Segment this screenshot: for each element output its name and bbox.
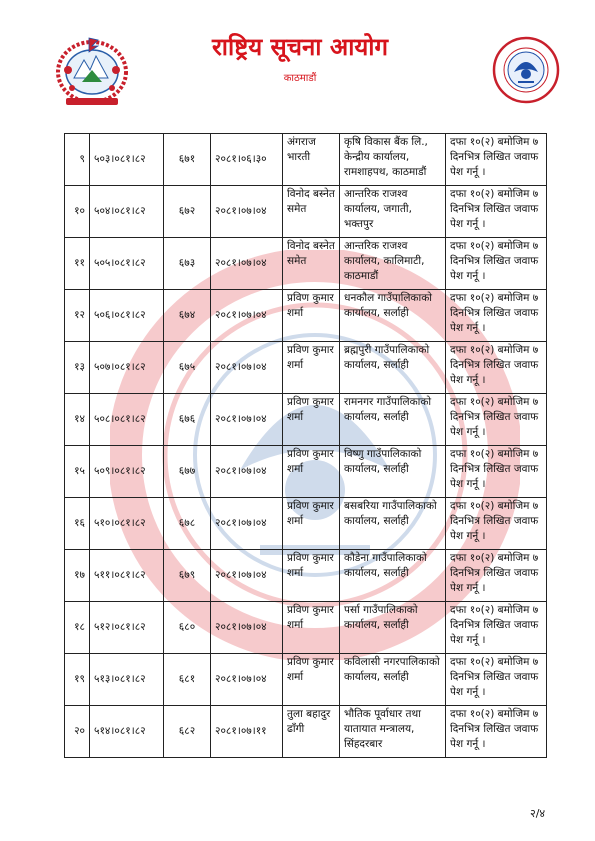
row-decision-cell: दफा १०(२) बमोजिम ७ दिनभित्र लिखित जवाफ पेश गर्नू । bbox=[446, 654, 547, 706]
table-row bbox=[65, 498, 547, 550]
row-serial-cell: ९ bbox=[65, 134, 90, 186]
row-date-cell: २०८१।०७।०४ bbox=[211, 654, 283, 706]
table-row bbox=[65, 550, 547, 602]
row-serial-cell: १८ bbox=[65, 602, 90, 654]
row-date-cell: २०८१।०७।०४ bbox=[211, 602, 283, 654]
row-office-cell: पर्सा गाउँपालिकाको कार्यालय, सर्लाही bbox=[340, 602, 446, 654]
table-row bbox=[65, 446, 547, 498]
row-decision-cell: दफा १०(२) बमोजिम ७ दिनभित्र लिखित जवाफ पेश गर्नू । bbox=[446, 498, 547, 550]
row-register-cell: ६७६ bbox=[164, 394, 211, 446]
row-reference-cell: ५०५।०८१।८२ bbox=[90, 238, 164, 290]
table-row bbox=[65, 654, 547, 706]
row-office-cell: धनकौल गाउँपालिकाको कार्यालय, सर्लाही bbox=[340, 290, 446, 342]
row-serial-cell: १९ bbox=[65, 654, 90, 706]
row-decision-cell: दफा १०(२) बमोजिम ७ दिनभित्र लिखित जवाफ पेश गर्नू । bbox=[446, 706, 547, 758]
row-date-cell: २०८१।०७।०४ bbox=[211, 394, 283, 446]
row-office-cell: कविलासी नगरपालिकाको कार्यालय, सर्लाही bbox=[340, 654, 446, 706]
row-applicant-cell: अंगराज भारती bbox=[283, 134, 340, 186]
row-date-cell: २०८१।०७।०४ bbox=[211, 342, 283, 394]
row-office-cell: भौतिक पूर्वाधार तथा यातायात मन्त्रालय, सिंहदरबार bbox=[340, 706, 446, 758]
row-date-cell: २०८१।०७।०४ bbox=[211, 446, 283, 498]
nepal-emblem-logo bbox=[52, 30, 132, 108]
row-office-cell: कृषि विकास बैंक लि., केन्द्रीय कार्यालय, रामशाहपथ, काठमाडौं bbox=[340, 134, 446, 186]
row-office-cell: ब्रह्मपुरी गाउँपालिकाको कार्यालय, सर्लाही bbox=[340, 342, 446, 394]
row-register-cell: ६७२ bbox=[164, 186, 211, 238]
row-reference-cell: ५१४।०८१।८२ bbox=[90, 706, 164, 758]
row-date-cell: २०८१।०७।०४ bbox=[211, 290, 283, 342]
row-register-cell: ६७४ bbox=[164, 290, 211, 342]
table-row bbox=[65, 238, 547, 290]
row-applicant-cell: प्रविण कुमार शर्मा bbox=[283, 654, 340, 706]
row-reference-cell: ५०३।०८१।८२ bbox=[90, 134, 164, 186]
row-register-cell: ६७९ bbox=[164, 550, 211, 602]
complaints-table bbox=[64, 133, 547, 758]
row-date-cell: २०८१।०६।३० bbox=[211, 134, 283, 186]
table-row bbox=[65, 394, 547, 446]
row-register-cell: ६७७ bbox=[164, 446, 211, 498]
page-subtitle: काठमाडौं bbox=[283, 73, 317, 84]
row-serial-cell: २० bbox=[65, 706, 90, 758]
row-register-cell: ६७३ bbox=[164, 238, 211, 290]
row-office-cell: आन्तरिक राजश्व कार्यालय, जगाती, भक्तपुर bbox=[340, 186, 446, 238]
commission-seal-logo bbox=[492, 36, 560, 104]
row-applicant-cell: प्रविण कुमार शर्मा bbox=[283, 550, 340, 602]
row-reference-cell: ५१२।०८१।८२ bbox=[90, 602, 164, 654]
row-decision-cell: दफा १०(२) बमोजिम ७ दिनभित्र लिखित जवाफ पेश गर्नू । bbox=[446, 238, 547, 290]
row-applicant-cell: प्रविण कुमार शर्मा bbox=[283, 342, 340, 394]
row-decision-cell: दफा १०(२) बमोजिम ७ दिनभित्र लिखित जवाफ पेश गर्नू । bbox=[446, 446, 547, 498]
row-reference-cell: ५१०।०८१।८२ bbox=[90, 498, 164, 550]
row-applicant-cell: प्रविण कुमार शर्मा bbox=[283, 446, 340, 498]
row-register-cell: ६७१ bbox=[164, 134, 211, 186]
row-reference-cell: ५१३।०८१।८२ bbox=[90, 654, 164, 706]
row-reference-cell: ५०९।०८१।८२ bbox=[90, 446, 164, 498]
row-date-cell: २०८१।०७।०४ bbox=[211, 498, 283, 550]
page-number: २/४ bbox=[530, 807, 546, 820]
table-row bbox=[65, 186, 547, 238]
row-office-cell: कौडेना गाउँपालिकाको कार्यालय, सर्लाही bbox=[340, 550, 446, 602]
row-register-cell: ६७५ bbox=[164, 342, 211, 394]
row-office-cell: रामनगर गाउँपालिकाको कार्यालय, सर्लाही bbox=[340, 394, 446, 446]
row-decision-cell: दफा १०(२) बमोजिम ७ दिनभित्र लिखित जवाफ पेश गर्नू । bbox=[446, 602, 547, 654]
table-row bbox=[65, 602, 547, 654]
row-reference-cell: ५११।०८१।८२ bbox=[90, 550, 164, 602]
row-serial-cell: १० bbox=[65, 186, 90, 238]
row-decision-cell: दफा १०(२) बमोजिम ७ दिनभित्र लिखित जवाफ पेश गर्नू । bbox=[446, 290, 547, 342]
row-applicant-cell: तुला बहादुर ढाँगी bbox=[283, 706, 340, 758]
table-row bbox=[65, 706, 547, 758]
row-office-cell: बसबरिया गाउँपालिकाको कार्यालय, सर्लाही bbox=[340, 498, 446, 550]
table-row bbox=[65, 134, 547, 186]
row-register-cell: ६८२ bbox=[164, 706, 211, 758]
row-applicant-cell: प्रविण कुमार शर्मा bbox=[283, 498, 340, 550]
row-decision-cell: दफा १०(२) बमोजिम ७ दिनभित्र लिखित जवाफ पेश गर्नू । bbox=[446, 186, 547, 238]
row-decision-cell: दफा १०(२) बमोजिम ७ दिनभित्र लिखित जवाफ पेश गर्नू । bbox=[446, 550, 547, 602]
row-date-cell: २०८१।०७।०४ bbox=[211, 550, 283, 602]
page-title: राष्ट्रिय सूचना आयोग bbox=[211, 33, 389, 61]
row-applicant-cell: प्रविण कुमार शर्मा bbox=[283, 602, 340, 654]
row-reference-cell: ५०७।०८१।८२ bbox=[90, 342, 164, 394]
row-applicant-cell: प्रविण कुमार शर्मा bbox=[283, 394, 340, 446]
row-serial-cell: १२ bbox=[65, 290, 90, 342]
row-register-cell: ६८० bbox=[164, 602, 211, 654]
row-serial-cell: १६ bbox=[65, 498, 90, 550]
row-register-cell: ६७८ bbox=[164, 498, 211, 550]
row-serial-cell: १४ bbox=[65, 394, 90, 446]
table-row bbox=[65, 290, 547, 342]
table-row bbox=[65, 342, 547, 394]
row-serial-cell: १७ bbox=[65, 550, 90, 602]
row-register-cell: ६८१ bbox=[164, 654, 211, 706]
row-reference-cell: ५०६।०८१।८२ bbox=[90, 290, 164, 342]
row-serial-cell: १३ bbox=[65, 342, 90, 394]
row-applicant-cell: विनोद बस्नेत समेत bbox=[283, 186, 340, 238]
row-office-cell: विष्णु गाउँपालिकाको कार्यालय, सर्लाही bbox=[340, 446, 446, 498]
row-office-cell: आन्तरिक राजश्व कार्यालय, कालिमाटी, काठमाडौं bbox=[340, 238, 446, 290]
row-reference-cell: ५०४।०८१।८२ bbox=[90, 186, 164, 238]
row-date-cell: २०८१।०७।०४ bbox=[211, 186, 283, 238]
row-decision-cell: दफा १०(२) बमोजिम ७ दिनभित्र लिखित जवाफ पेश गर्नू । bbox=[446, 342, 547, 394]
row-date-cell: २०८१।०७।०४ bbox=[211, 238, 283, 290]
row-reference-cell: ५०८।०८१।८२ bbox=[90, 394, 164, 446]
row-serial-cell: ११ bbox=[65, 238, 90, 290]
row-date-cell: २०८१।०७।११ bbox=[211, 706, 283, 758]
row-applicant-cell: विनोद बस्नेत समेत bbox=[283, 238, 340, 290]
row-decision-cell: दफा १०(२) बमोजिम ७ दिनभित्र लिखित जवाफ पेश गर्नू । bbox=[446, 394, 547, 446]
row-serial-cell: १५ bbox=[65, 446, 90, 498]
row-decision-cell: दफा १०(२) बमोजिम ७ दिनभित्र लिखित जवाफ पेश गर्नू । bbox=[446, 134, 547, 186]
row-applicant-cell: प्रविण कुमार शर्मा bbox=[283, 290, 340, 342]
